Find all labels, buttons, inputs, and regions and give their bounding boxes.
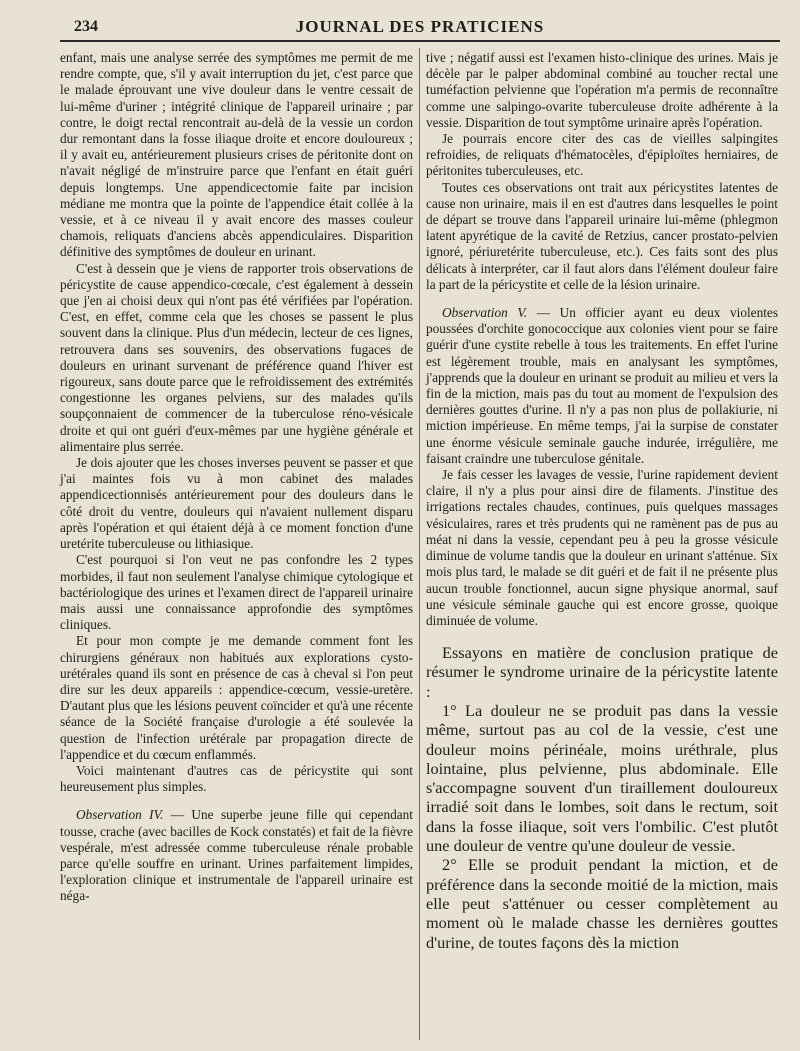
conclusion-intro: Essayons en matière de conclusion pratique de résumer le syndrome urinaire de la péricystite latente : bbox=[426, 643, 778, 701]
page-number: 234 bbox=[74, 18, 98, 35]
left-paragraph-5: Et pour mon compte je me demande comment font les chirurgiens généraux non habitués aux explorations cysto-urétérales quand ils sont en présence de cas à cheval si l'on peut dire sur les deux appareils : appendice-cœcum, vessie-uretère. D'autant plus que les lésions peuvent coïncider et qu'à une récente séance de la Société française d'urologie a été soulevée la question de l'infection urétérale par propagation directe de l'appendice et du cœcum enflammés. bbox=[60, 633, 413, 762]
observation-4-title: Observation IV. bbox=[76, 807, 164, 823]
left-column bbox=[60, 50, 413, 905]
observation-5-text: — Un officier ayant eu deux violentes poussées d'orchite gonococcique aux colonies vient pour se faire guérir d'une cystite rebelle à tous les traitements. En effet l'urine est légèrement trouble, mais en analysant les symptômes, j'apprends que la douleur en urinant se produit au milieu et vers la fin de la miction, mais pas du tout au moment de l'expulsion des dernières gouttes d'urine. Il n'y a pas non plus de pollakiurie, ni miction impérieuse. En même temps, j'ai la surpise de constater une énorme vésicule seminale gauche indurée, irrégulière, me faisant craindre une tuberculose génitale. bbox=[426, 305, 779, 466]
observation-5-title: Observation V. bbox=[442, 305, 528, 321]
right-column bbox=[426, 50, 778, 952]
observation-4-text: — Une superbe jeune fille qui cependant tousse, crache (avec bacilles de Kock constatés) et fait de la fièvre vespérale, m'est adressée comme tuberculeuse rénale probable parce qu'elle souffre en urinant. Urines parfaitement limpides, l'exploration clinique et instrumentale de l'appareil urinaire est néga- bbox=[60, 807, 413, 904]
left-paragraph-4: C'est pourquoi si l'on veut ne pas confondre les 2 types morbides, il faut non seulement l'analyse chimique cytologique et bactériologique des urines et l'examen direct de l'appareil urinaire mais aussi une connaissance approfondie des symptômes cliniques. bbox=[60, 552, 413, 633]
conclusion-point-2: 2° Elle se produit pendant la miction, et de préférence dans la seconde moitié de la miction, mais elle peut s'atténuer ou cesser complètement au moment où le malade chasse les dernières gouttes d'urine, de toutes façons dès la miction bbox=[426, 855, 778, 952]
header-rule bbox=[60, 40, 780, 42]
left-paragraph-1: enfant, mais une analyse serrée des symptômes me permit de me rendre compte, que, s'il y avait interruption du jet, c'est parce que le malade éprouvant une vive douleur dans le ventre cessait de lui-même d'uriner ; intégrité clinique de l'appareil urinaire ; par contre, le doigt rectal rencontrait au-delà de la vessie un cordon dur remontant dans la fosse iliaque droite et encore douloureux ; il y avait eu, antérieurement plusieurs crises de péritonite dont on n'avait négligé de m'instruire parce que l'enfant en était guéri depuis longtemps. Une appendicectomie faite par incision médiane me montra que la pointe de l'appendice était collée à la vessie, et à ce niveau il y avait encore des masses couleur chamois, reliquats d'anciens abcès appendiculaires. Disparition définitive des symptômes de douleur en urinant. bbox=[60, 50, 413, 260]
left-paragraph-6: Voici maintenant d'autres cas de péricystite qui sont heureusement plus simples. bbox=[60, 762, 413, 795]
column-divider bbox=[419, 48, 420, 1040]
running-title: JOURNAL DES PRATICIENS bbox=[295, 17, 545, 36]
observation-5 bbox=[426, 305, 778, 467]
left-paragraph-3: Je dois ajouter que les choses inverses peuvent se passer et que j'ai maintes fois vu à mon cabinet des malades appendicectionnisés antérieurement pour des douleurs dans le côté droit du ventre, douleurs qui n'avaient nullement disparu après l'opération et qui étaient déjà à ce moment fonction d'une uretérite tuberculeuse ou lithiasique. bbox=[60, 455, 413, 552]
left-paragraph-2: C'est à dessein que je viens de rapporter trois observations de péricystite de cause appendico-cœcale, c'est également à dessein que j'en ai choisi deux qui n'ont pas été vérifiées par l'opération. C'est, en effet, comme cela que les choses se passent le plus souvent dans la clinique. Plus d'un médecin, lecteur de ces lignes, retrouvera dans ses souvenirs, des observations fugaces de douleurs en urinant survenant de préférence quand l'hiver est rigoureux, sans doute parce que le refroidissement des extrémités congestionne les organes pelviens, sur des malades qu'ils soupçonnaient de commencer de la tuberculose réno-vésicale droite et qui ont guéri d'eux-mêmes par une hygiène générale et alimentaire plus serrée. bbox=[60, 260, 413, 454]
right-paragraph-4: Je fais cesser les lavages de vessie, l'urine rapidement devient claire, il n'y a plus pour ainsi dire de filaments. J'institue des irrigations rectales chaudes, continues, puis quelques massages vésiculaires, rares et très prudents qui ne ramènent pas de pus au méat ni dans la vessie, cependant peu à peu la grosse vésicule diminue de volume tandis que la douleur en urinant s'atténue. Six mois plus tard, le malade se dit guéri et de fait il ne présente plus aucun trouble fonctionnel, aucun signe physique anormal, sauf une vésicule séminale gauche qui est encore grosse, quoique diminuée de volume. bbox=[426, 467, 778, 628]
right-paragraph-3: Toutes ces observations ont trait aux péricystites latentes de cause non urinaire, mais il en est d'autres dans lesquelles le point de départ se trouve dans l'appareil urinaire lui-même (phlegmon latent apyrétique de la cavité de Retzius, cancer prostato-pelvien ignoré, périuretérite tuberculeuse, etc.). Ces faits sont des plus délicats à interpréter, car il faut alors dans l'élément douleur faire la part de la péricystite et celle de la lésion urinaire. bbox=[426, 179, 778, 292]
conclusion-point-1: 1° La douleur ne se produit pas dans la vessie même, surtout pas au col de la vessie, c'est une douleur moins périnéale, moins uréthrale, plus lointaine, plus pelvienne, plus abdominale. Elle s'accompagne souvent d'un tiraillement douloureux irradié soit dans le lombes, soit dans le rectum, soit dans la fosse iliaque, soit vers l'ombilic. C'est plutôt une douleur de ventre qu'une douleur de vessie. bbox=[426, 701, 778, 856]
observation-4 bbox=[60, 807, 413, 904]
right-paragraph-2: Je pourrais encore citer des cas de vieilles salpingites refroidies, de reliquats d'hématocèles, d'épiploïtes herniaires, de péritonites tuberculeuses, etc. bbox=[426, 131, 778, 179]
right-paragraph-1: tive ; négatif aussi est l'examen histo-clinique des urines. Mais je décèle par le palper abdominal combiné au toucher rectal une tuméfaction pelvienne que l'opération m'a permis de reconnaître comme une salpingo-ovarite tuberculeuse droite adhérente à la vessie. Disparition de tout symptôme urinaire après l'opération. bbox=[426, 50, 778, 130]
